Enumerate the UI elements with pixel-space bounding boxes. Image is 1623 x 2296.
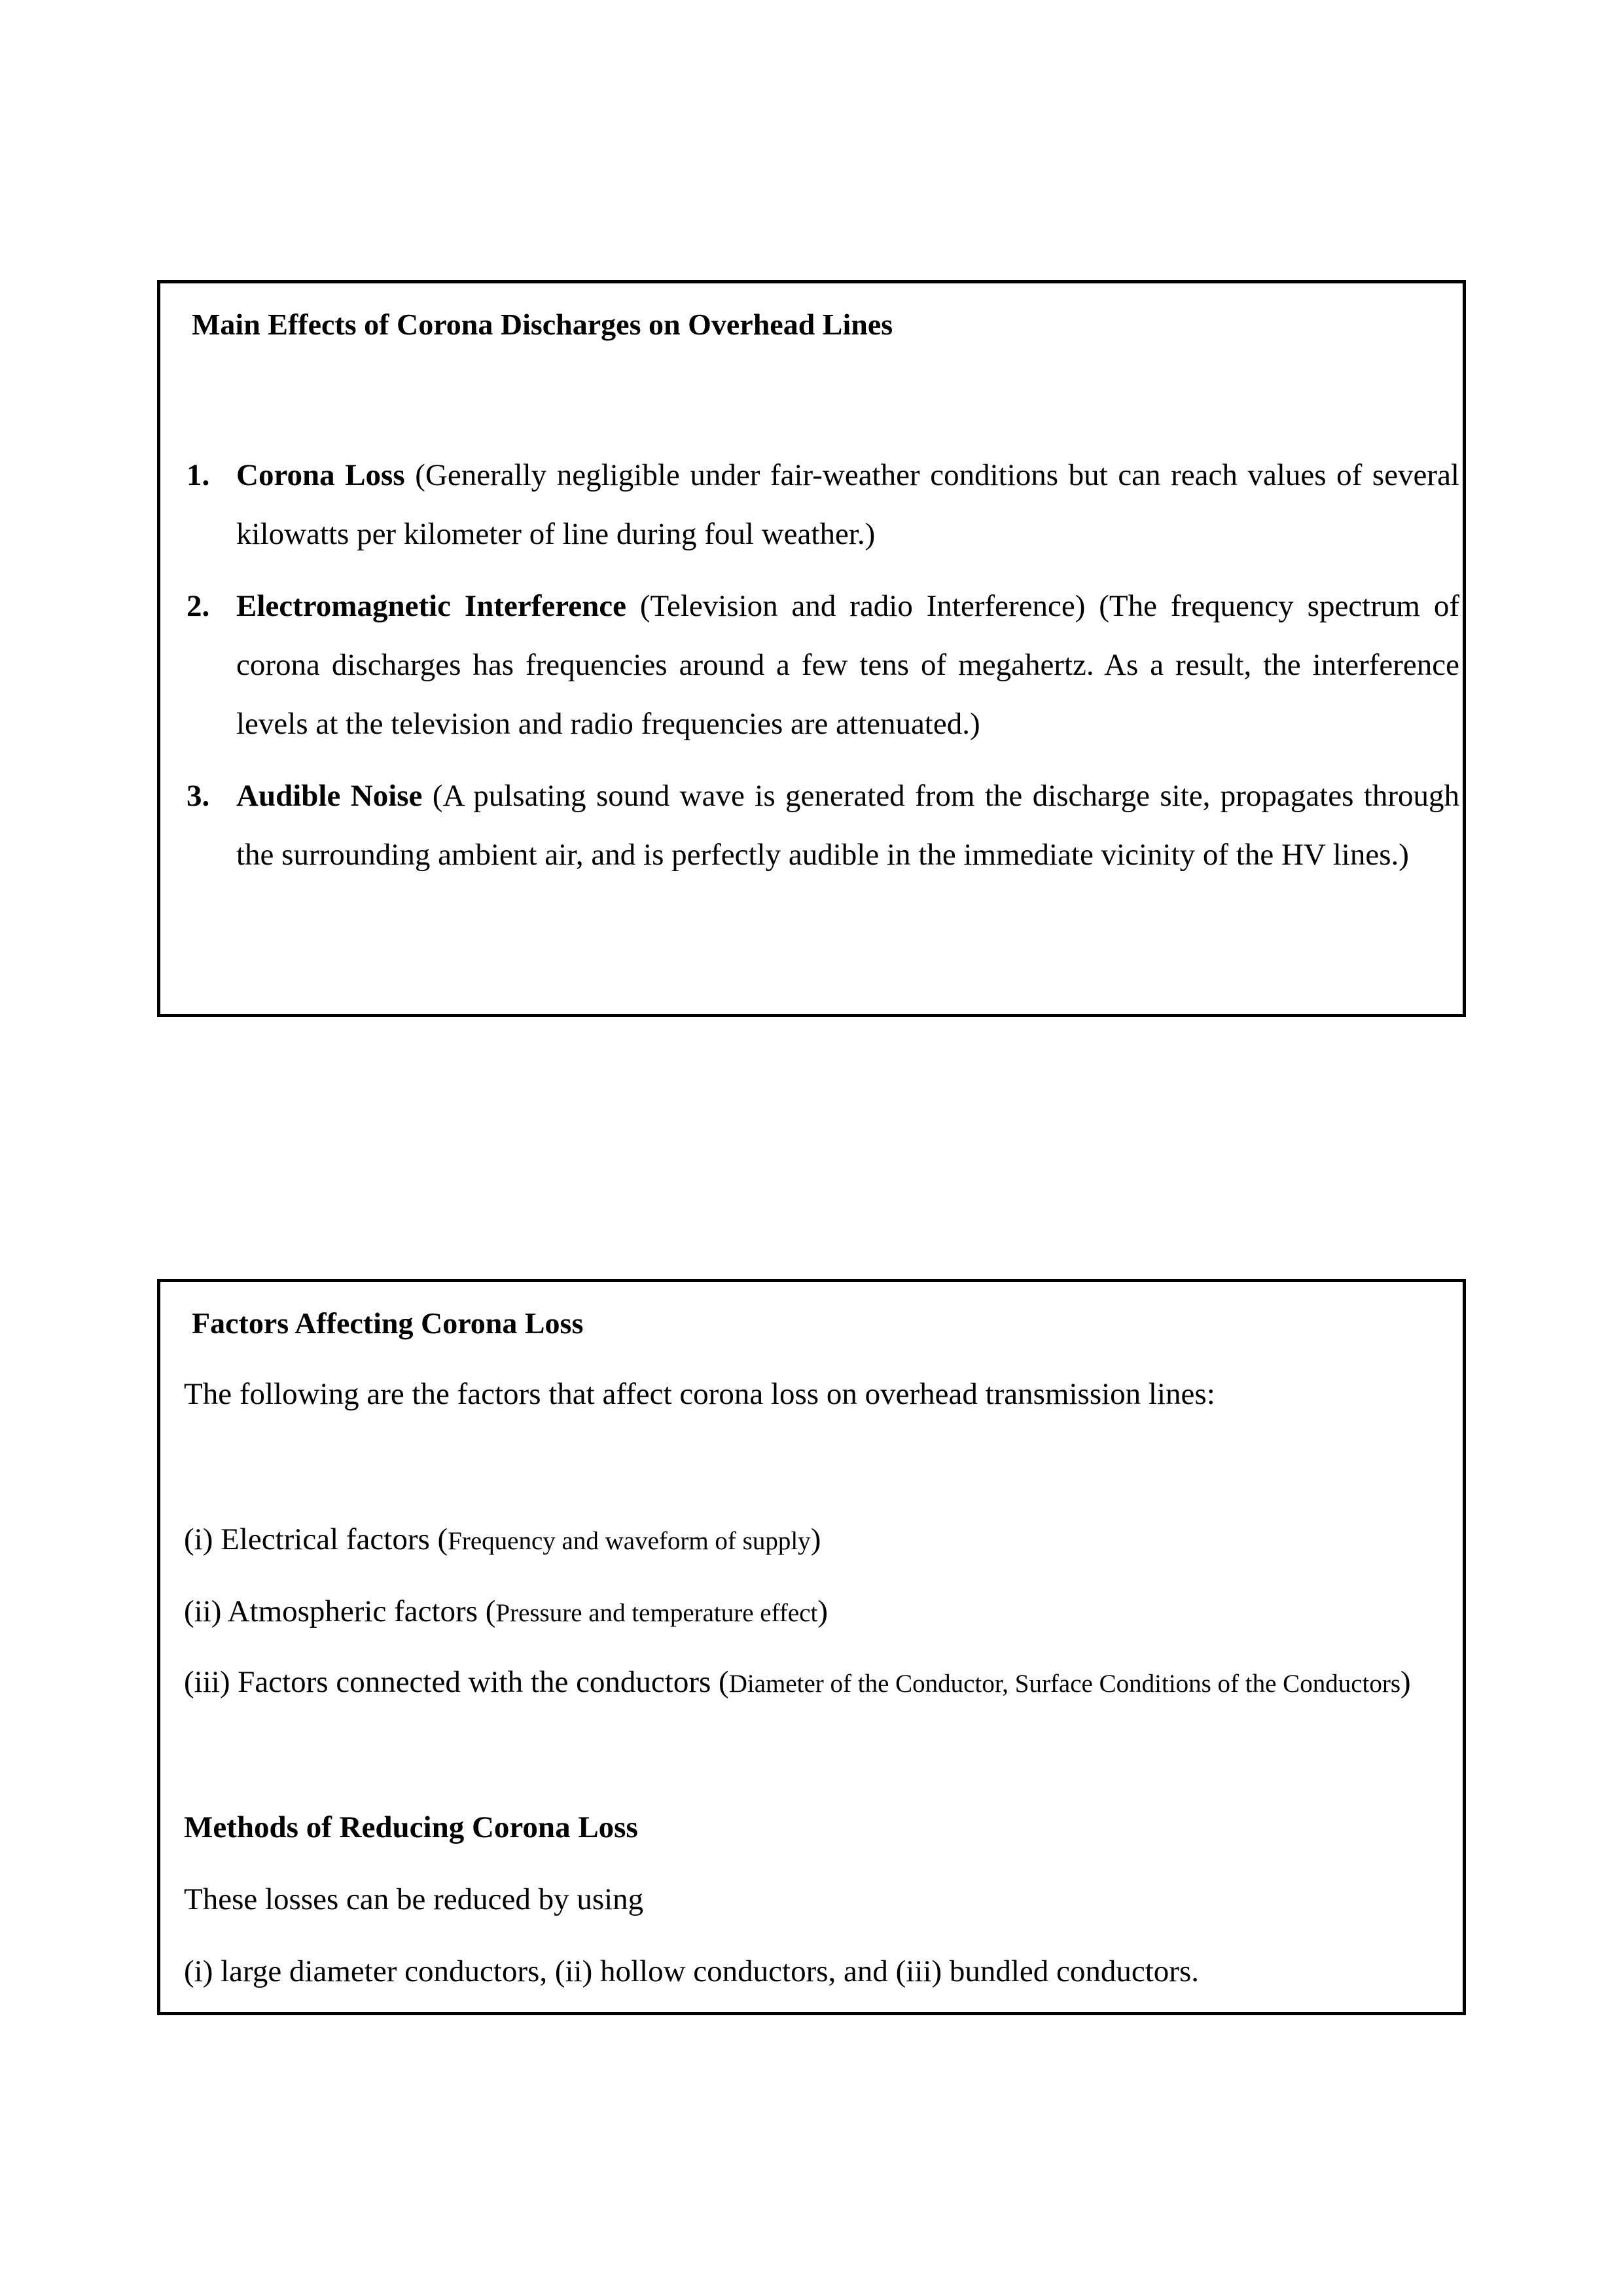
effect-term: Audible Noise bbox=[236, 779, 423, 813]
factor-close: ) bbox=[1400, 1665, 1411, 1699]
methods-intro: These losses can be reduced by using bbox=[184, 1882, 644, 1916]
effect-item-audible-noise bbox=[187, 766, 1459, 884]
factor-electrical bbox=[184, 1524, 821, 1555]
effect-description: (Television and radio Interference) (The frequency spectrum of corona discharges has frequencies around a few tens of megahertz. As a result, the interference levels at the television and radio frequencies are attenuated.) bbox=[236, 589, 1460, 741]
factor-label: (i) Electrical factors ( bbox=[184, 1522, 448, 1556]
effect-item-corona-loss bbox=[187, 446, 1459, 564]
effect-term: Electromagnetic Interference bbox=[236, 589, 626, 623]
factor-detail: Diameter of the Conductor, Surface Conditions of the Conductors bbox=[728, 1670, 1401, 1698]
main-effects-box bbox=[157, 280, 1466, 1017]
main-effects-title: Main Effects of Corona Discharges on Overhead Lines bbox=[192, 308, 893, 341]
factor-conductors bbox=[184, 1646, 1457, 1720]
factors-box bbox=[157, 1279, 1466, 2015]
list-number: 2. bbox=[187, 589, 210, 623]
factor-close: ) bbox=[810, 1522, 821, 1556]
list-number: 3. bbox=[187, 779, 210, 813]
factors-title: Factors Affecting Corona Loss bbox=[192, 1306, 584, 1340]
effect-description: (A pulsating sound wave is generated from the discharge site, propagates through the surrounding ambient air, and is perfectly audible in the immediate vicinity of the HV lines.) bbox=[236, 779, 1459, 872]
effect-description: (Generally negligible under fair-weather conditions but can reach values of several kilowatts per kilometer of line during foul weather.) bbox=[236, 458, 1459, 551]
factor-close: ) bbox=[817, 1594, 829, 1628]
methods-heading: Methods of Reducing Corona Loss bbox=[184, 1810, 638, 1844]
factor-detail: Pressure and temperature effect bbox=[495, 1599, 818, 1627]
list-number: 1. bbox=[187, 458, 210, 492]
factors-intro: The following are the factors that affect corona loss on overhead transmission lines: bbox=[184, 1377, 1215, 1411]
effect-term: Corona Loss bbox=[236, 458, 405, 492]
factor-label: (iii) Factors connected with the conductors ( bbox=[184, 1665, 729, 1699]
effect-item-electromagnetic-interference bbox=[187, 577, 1459, 753]
factor-label: (ii) Atmospheric factors ( bbox=[184, 1594, 496, 1628]
methods-list: (i) large diameter conductors, (ii) hollow conductors, and (iii) bundled conductors. bbox=[184, 1954, 1199, 1988]
factor-atmospheric bbox=[184, 1596, 828, 1627]
factor-detail: Frequency and waveform of supply bbox=[448, 1527, 811, 1555]
